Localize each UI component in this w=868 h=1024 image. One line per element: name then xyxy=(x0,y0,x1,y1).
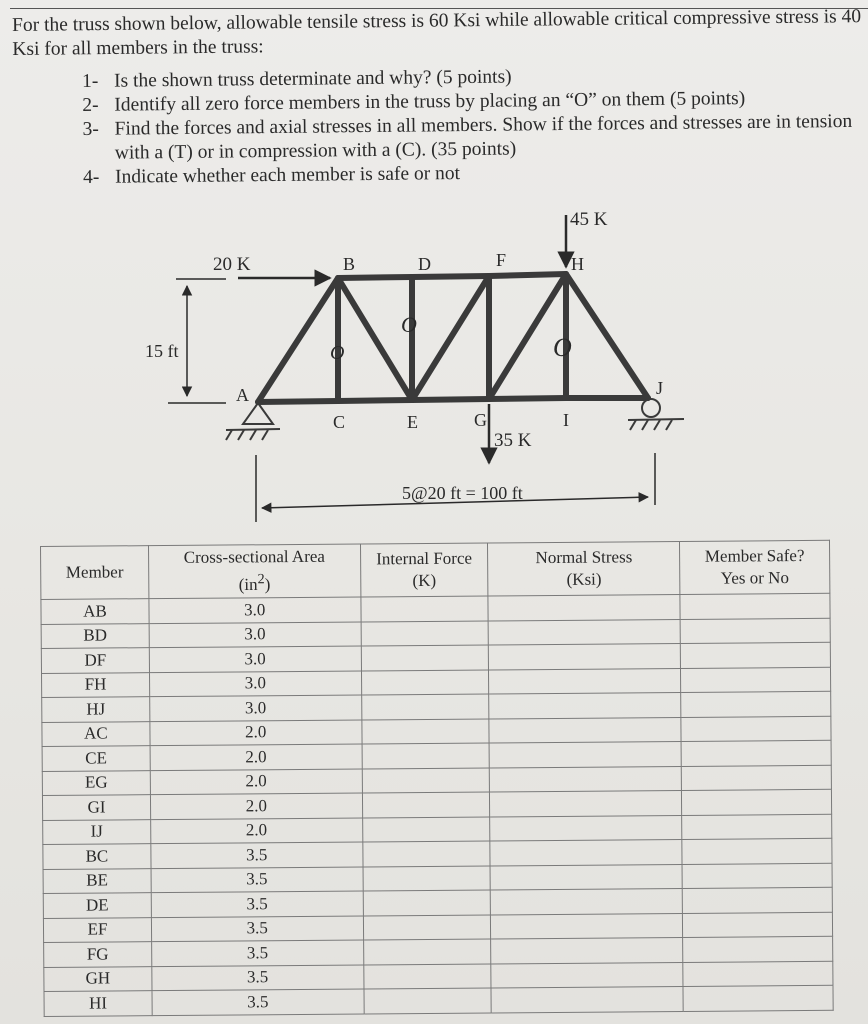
member-table xyxy=(40,540,834,1017)
cell-area: 3.0 xyxy=(149,621,361,647)
joint-label-g: G xyxy=(474,410,487,430)
cell-safe[interactable] xyxy=(682,838,832,864)
member-ac xyxy=(258,401,338,402)
load-label-20k: 20 K xyxy=(213,254,251,275)
member-ab xyxy=(258,278,338,402)
pin-support-a xyxy=(226,403,280,440)
cell-safe[interactable] xyxy=(683,912,833,938)
cell-stress[interactable] xyxy=(489,643,681,669)
cell-member: DE xyxy=(43,893,151,918)
cell-force[interactable] xyxy=(363,914,491,940)
cell-area: 3.0 xyxy=(149,646,361,672)
cell-member: FG xyxy=(44,942,152,967)
cell-force[interactable] xyxy=(363,865,491,891)
cell-stress[interactable] xyxy=(489,717,681,743)
member-bd xyxy=(338,277,412,278)
question-number: 1- xyxy=(82,70,99,92)
question-text: Identify all zero force members in the truss by placing an “O” on them (5 points) xyxy=(114,88,746,116)
cell-area: 3.5 xyxy=(151,891,363,917)
question-text: Indicate whether each member is safe or not xyxy=(115,163,461,188)
cell-safe[interactable] xyxy=(683,961,833,987)
member-gi xyxy=(489,398,566,399)
member-rows xyxy=(41,593,833,1016)
cell-member: FH xyxy=(41,672,149,697)
cell-stress[interactable] xyxy=(491,986,683,1012)
cell-force[interactable] xyxy=(361,718,489,744)
cell-area: 3.5 xyxy=(151,915,363,941)
problem-intro: For the truss shown below, allowable tensile stress is 60 Ksi while allowable critical compressive stress is 40 Ksi for all members in the truss: xyxy=(12,6,862,60)
joint-label-e: E xyxy=(407,412,418,432)
cell-member: EG xyxy=(42,770,150,795)
cell-stress[interactable] xyxy=(490,815,682,841)
cell-area: 3.0 xyxy=(149,670,361,696)
header-stress: Normal Stress (Ksi) xyxy=(488,541,680,596)
cell-member: IJ xyxy=(43,819,151,844)
cell-stress[interactable] xyxy=(489,692,681,718)
table-header-row xyxy=(41,540,830,599)
cell-member: AB xyxy=(41,599,149,624)
cell-area: 2.0 xyxy=(150,719,362,745)
cell-force[interactable] xyxy=(361,694,489,720)
cell-member: EF xyxy=(43,917,151,942)
cell-area: 3.5 xyxy=(152,989,364,1015)
joint-label-c: C xyxy=(333,412,346,432)
table-row xyxy=(44,985,833,1016)
cell-stress[interactable] xyxy=(491,913,683,939)
member-ce xyxy=(338,400,412,401)
cell-force[interactable] xyxy=(364,988,492,1014)
cell-area: 2.0 xyxy=(151,817,363,843)
zero-force-mark-de: O xyxy=(401,312,417,337)
cell-member: CE xyxy=(42,746,150,771)
cell-safe[interactable] xyxy=(681,765,831,791)
cell-stress[interactable] xyxy=(491,962,683,988)
joint-label-a: A xyxy=(236,385,249,405)
cell-stress[interactable] xyxy=(490,839,682,865)
member-hj xyxy=(566,274,648,398)
cell-member: HJ xyxy=(42,697,150,722)
cell-safe[interactable] xyxy=(680,618,830,644)
cell-force[interactable] xyxy=(363,939,491,965)
truss-diagram xyxy=(0,200,868,530)
cell-member: GH xyxy=(44,966,152,991)
cell-stress[interactable] xyxy=(489,741,681,767)
member-df xyxy=(412,276,489,277)
joint-label-d: D xyxy=(418,254,431,274)
cell-force[interactable] xyxy=(361,620,489,646)
cell-area: 2.0 xyxy=(150,744,362,770)
cell-stress[interactable] xyxy=(491,937,683,963)
cell-safe[interactable] xyxy=(680,593,830,619)
cell-safe[interactable] xyxy=(682,887,832,913)
cell-area: 2.0 xyxy=(150,793,362,819)
header-member: Member xyxy=(41,546,149,600)
cell-force[interactable] xyxy=(361,596,489,622)
cell-force[interactable] xyxy=(363,890,491,916)
cell-force[interactable] xyxy=(362,792,490,818)
cell-safe[interactable] xyxy=(682,789,832,815)
cell-area: 3.5 xyxy=(152,964,364,990)
question-number: 4- xyxy=(83,166,100,188)
joint-label-f: F xyxy=(496,250,507,270)
cell-area: 2.0 xyxy=(150,768,362,794)
header-safe: Member Safe? Yes or No xyxy=(680,540,830,594)
cell-force[interactable] xyxy=(362,841,490,867)
zero-force-mark-bc: O xyxy=(330,342,345,364)
question-list xyxy=(82,62,863,190)
cell-area: 3.5 xyxy=(151,842,363,868)
cell-safe[interactable] xyxy=(683,936,833,962)
cell-area: 3.0 xyxy=(149,597,361,623)
cell-stress[interactable] xyxy=(488,594,680,620)
cell-member: BC xyxy=(43,844,151,869)
cell-safe[interactable] xyxy=(683,985,833,1011)
cell-force[interactable] xyxy=(362,767,490,793)
cell-safe[interactable] xyxy=(681,740,831,766)
member-ef xyxy=(412,276,489,400)
load-label-45k: 45 K xyxy=(570,209,608,230)
cell-stress[interactable] xyxy=(490,864,682,890)
cell-member: HI xyxy=(44,991,152,1016)
cell-safe[interactable] xyxy=(680,642,830,668)
cell-force[interactable] xyxy=(361,669,489,695)
cell-member: GI xyxy=(42,795,150,820)
cell-safe[interactable] xyxy=(681,667,831,693)
cell-stress[interactable] xyxy=(490,766,682,792)
span-label: 5@20 ft = 100 ft xyxy=(402,483,523,503)
cell-force[interactable] xyxy=(363,963,491,989)
cell-stress[interactable] xyxy=(490,790,682,816)
cell-member: AC xyxy=(42,721,150,746)
member-be xyxy=(338,278,412,400)
member-fh xyxy=(489,274,566,276)
question-number: 2- xyxy=(82,94,99,116)
cell-stress[interactable] xyxy=(489,668,681,694)
cell-force[interactable] xyxy=(362,743,490,769)
joint-label-h: H xyxy=(571,254,584,274)
cell-member: DF xyxy=(41,648,149,673)
header-area: Cross-sectional Area $(in^2)$ xyxy=(148,544,360,599)
cell-safe[interactable] xyxy=(682,814,832,840)
joint-label-i: I xyxy=(563,410,569,430)
roller-support-j xyxy=(628,399,684,430)
zero-force-mark-hi: O xyxy=(553,333,572,362)
height-label: 15 ft xyxy=(145,341,179,361)
cell-stress[interactable] xyxy=(489,619,681,645)
cell-safe[interactable] xyxy=(681,716,831,742)
question-text: Is the shown truss determinate and why? (5 points) xyxy=(114,66,512,92)
cell-area: 3.0 xyxy=(150,695,362,721)
cell-member: BE xyxy=(43,868,151,893)
load-label-35k: 35 K xyxy=(494,430,532,451)
cell-safe[interactable] xyxy=(681,691,831,717)
question-text: Find the forces and axial stresses in all members. Show if the forces and stresses are in tension with a (T) or in compression with a (C). (35 points) xyxy=(114,110,853,164)
cell-area: 3.5 xyxy=(152,940,364,966)
member-eg xyxy=(412,399,489,400)
question-item xyxy=(83,110,863,166)
cell-area: 3.5 xyxy=(151,866,363,892)
cell-stress[interactable] xyxy=(491,888,683,914)
cell-force[interactable] xyxy=(362,816,490,842)
joint-label-b: B xyxy=(343,254,356,274)
header-force: Internal Force (K) xyxy=(360,543,488,597)
cell-member: BD xyxy=(41,623,149,648)
joint-label-j: J xyxy=(656,378,664,398)
cell-safe[interactable] xyxy=(682,863,832,889)
cell-force[interactable] xyxy=(361,645,489,671)
question-number: 3- xyxy=(82,118,99,140)
